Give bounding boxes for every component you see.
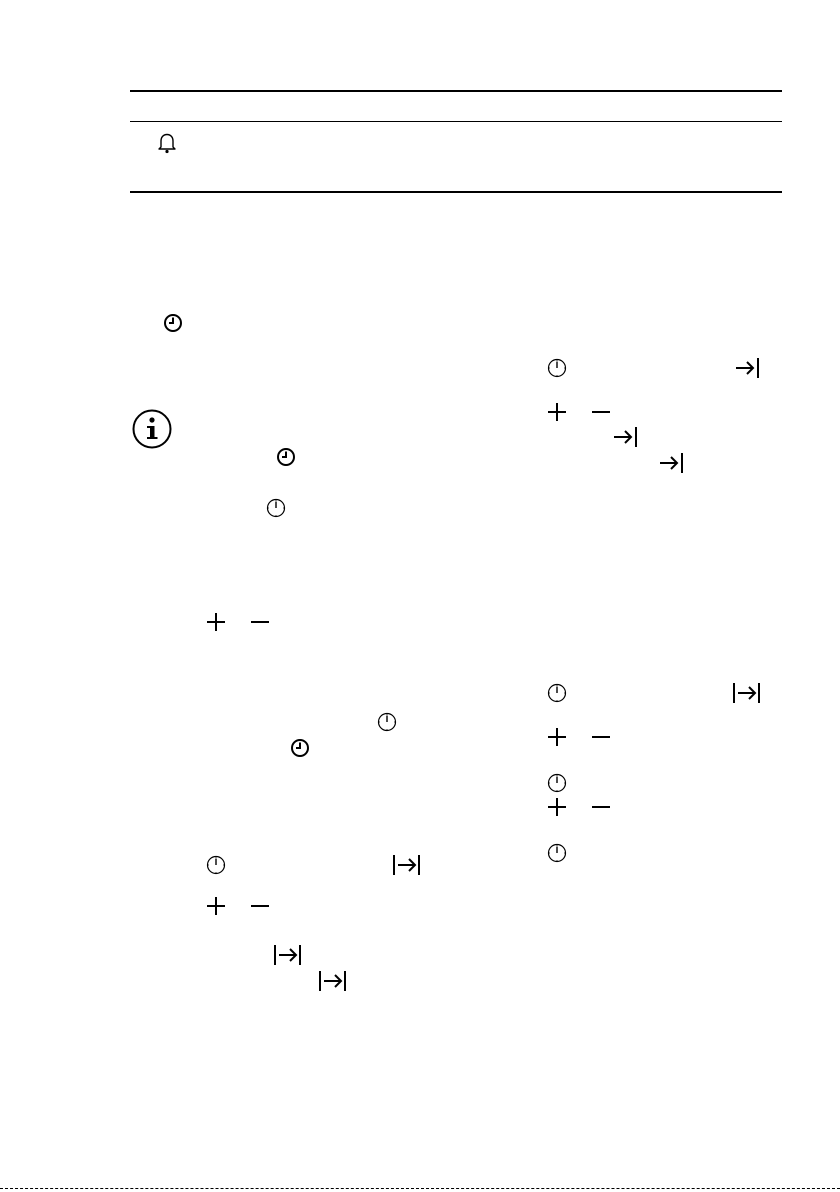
plus-icon (547, 402, 567, 422)
minus-icon (591, 402, 611, 422)
start-arrow-icon (318, 970, 348, 992)
plus-icon (547, 727, 567, 747)
plus-icon (206, 612, 226, 632)
timer-icon (206, 854, 226, 876)
minus-icon (591, 727, 611, 747)
minus-icon (250, 896, 270, 916)
plus-icon (547, 797, 567, 817)
bell-icon (157, 132, 177, 154)
clock-icon (163, 313, 183, 333)
minus-icon (250, 612, 270, 632)
table-row-rule (130, 121, 782, 122)
page-bottom-dashed-edge (0, 1188, 840, 1189)
clock-icon (290, 738, 310, 758)
start-arrow-icon (273, 944, 303, 966)
clock-icon (276, 447, 296, 467)
timer-icon (547, 682, 567, 704)
timer-icon (377, 711, 397, 733)
timer-icon (547, 772, 567, 794)
end-arrow-icon (613, 426, 639, 448)
start-arrow-icon (732, 682, 762, 704)
end-arrow-icon (659, 452, 685, 474)
table-bottom-rule (130, 191, 782, 193)
timer-icon (547, 842, 567, 864)
plus-icon (206, 896, 226, 916)
end-arrow-icon (735, 357, 761, 379)
start-arrow-icon (392, 854, 422, 876)
timer-icon (266, 497, 286, 519)
table-top-rule (130, 90, 782, 92)
minus-icon (591, 797, 611, 817)
timer-icon (547, 357, 567, 379)
info-icon (131, 408, 173, 450)
